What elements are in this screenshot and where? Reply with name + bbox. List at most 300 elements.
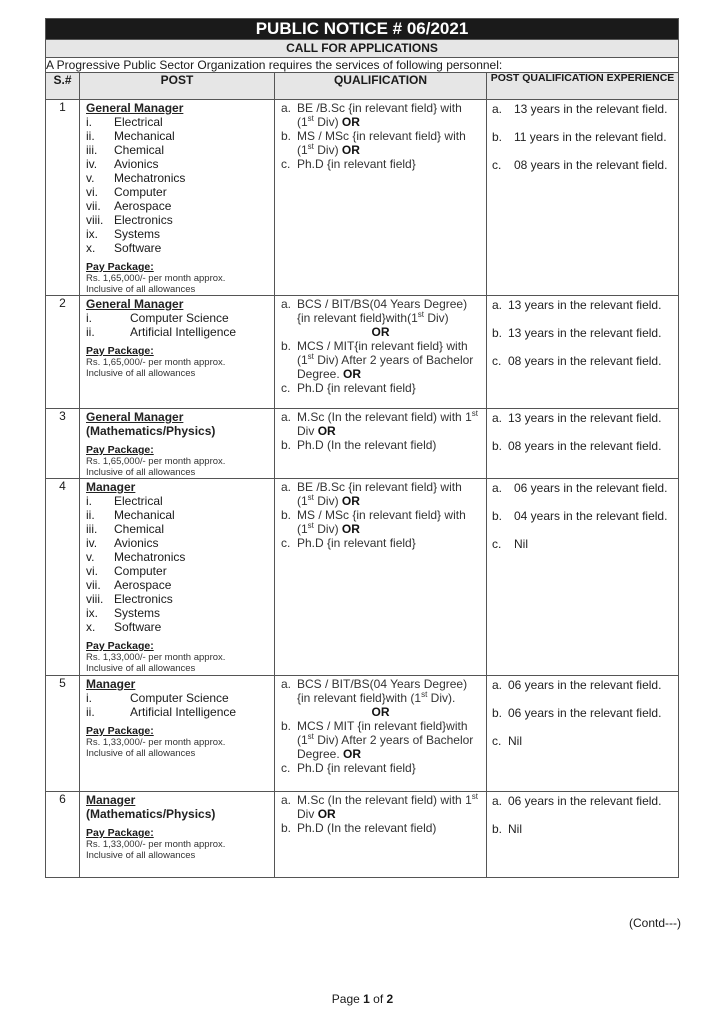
field-number: ii. (86, 705, 95, 719)
experience-item (492, 411, 672, 425)
experience-item (492, 822, 672, 836)
field-number: ii. (86, 325, 95, 339)
field-item (86, 522, 268, 536)
field-item (86, 311, 268, 325)
experience-content (487, 793, 678, 836)
continued-note: (Contd---) (628, 916, 681, 930)
experience-text: 06 years in the relevant field. (508, 706, 662, 720)
qualification-content (275, 296, 486, 395)
field-item (86, 185, 268, 199)
qualification-text: Ph.D (In the relevant field) (297, 821, 437, 835)
post-cell (80, 296, 275, 409)
experience-letter: a. (492, 481, 503, 495)
field-item (86, 691, 268, 705)
field-name: Electronics (114, 213, 173, 227)
qualification-body (297, 101, 480, 129)
post-title: Manager (86, 480, 136, 494)
field-item (86, 213, 268, 227)
post-title: General Manager (86, 410, 184, 424)
qualification-item (281, 793, 480, 821)
experience-text: 08 years in the relevant field. (508, 354, 662, 368)
post-title: Manager (86, 677, 136, 691)
or-separator: OR (343, 747, 362, 761)
field-name: Electrical (114, 115, 163, 129)
field-name: Systems (114, 227, 161, 241)
field-number: ii. (86, 508, 95, 522)
qualification-letter: c. (281, 761, 291, 775)
header-experience: POST QUALIFICATION EXPERIENCE (487, 73, 679, 100)
page-number (0, 992, 725, 1006)
qualification-content (275, 409, 486, 452)
pay-amount: Rs. 1,65,000/- per month approx. (86, 357, 226, 368)
field-number: vii. (86, 199, 101, 213)
pay-note: Inclusive of all allowances (86, 368, 196, 379)
qualification-item (281, 677, 480, 705)
qualification-text: M.Sc (In the relevant field) with 1st Div (297, 792, 478, 821)
qualification-content (275, 479, 486, 550)
qualification-body (297, 536, 416, 550)
field-list (86, 311, 268, 339)
notice-intro: A Progressive Public Sector Organization requires the services of following personnel: (46, 58, 679, 73)
experience-letter: c. (492, 734, 502, 748)
experience-text: 06 years in the relevant field. (508, 794, 662, 808)
qualification-body (297, 761, 416, 775)
qualification-cell (275, 792, 487, 878)
qualification-body (297, 821, 436, 835)
field-item (86, 536, 268, 550)
pay-label: Pay Package: (86, 345, 154, 357)
page-prefix: Page (331, 992, 360, 1006)
field-name: Computer Science (130, 311, 229, 325)
experience-text: 13 years in the relevant field. (514, 102, 668, 116)
field-item (86, 606, 268, 620)
experience-item (492, 158, 672, 172)
qualification-cell (275, 676, 487, 792)
experience-item (492, 537, 672, 551)
experience-text: 06 years in the relevant field. (514, 481, 668, 495)
field-item (86, 592, 268, 606)
qualification-text: BCS / BIT/BS(04 Years Degree) {in relevant field}with (1st Div). (297, 677, 468, 705)
field-number: v. (86, 171, 95, 185)
qualification-text: BE /B.Sc {in relevant field} with (1st Div) (297, 101, 462, 129)
notice-table (45, 18, 679, 878)
pay-amount: Rs. 1,33,000/- per month approx. (86, 839, 226, 850)
experience-item (492, 734, 672, 748)
qualification-cell (275, 409, 487, 479)
pay-package (86, 261, 268, 295)
post-cell (80, 792, 275, 878)
table-row (46, 296, 679, 409)
page-sep: of (373, 992, 384, 1006)
qualification-letter: b. (281, 339, 292, 353)
or-separator: OR (343, 367, 362, 381)
qualification-content (275, 676, 486, 775)
qualification-body (297, 438, 436, 452)
pay-amount: Rs. 1,33,000/- per month approx. (86, 652, 226, 663)
post-content (80, 296, 274, 379)
pay-amount: Rs. 1,33,000/- per month approx. (86, 737, 226, 748)
experience-content (487, 677, 678, 748)
qualification-item (281, 438, 480, 452)
qualification-item (281, 761, 480, 775)
field-number: vi. (86, 564, 98, 578)
field-number: i. (86, 691, 92, 705)
field-number: i. (86, 494, 92, 508)
qualification-letter: c. (281, 157, 291, 171)
experience-letter: a. (492, 102, 503, 116)
experience-item (492, 130, 672, 144)
field-name: Electronics (114, 592, 173, 606)
qualification-cell (275, 296, 487, 409)
field-item (86, 199, 268, 213)
field-number: i. (86, 115, 92, 129)
post-content (80, 100, 274, 295)
serial-number: 6 (59, 792, 66, 806)
experience-letter: c. (492, 354, 502, 368)
qualification-body (297, 339, 480, 381)
field-name: Systems (114, 606, 161, 620)
qualification-body (297, 381, 416, 395)
qualification-text: Ph.D (In the relevant field) (297, 438, 437, 452)
post-title: General Manager (86, 297, 184, 311)
header-post: POST (80, 73, 275, 100)
field-number: viii. (86, 213, 104, 227)
qualification-text: Ph.D {in relevant field} (297, 536, 416, 550)
field-name: Avionics (114, 536, 159, 550)
field-item (86, 325, 268, 339)
field-number: x. (86, 620, 96, 634)
experience-item (492, 509, 672, 523)
experience-item (492, 439, 672, 453)
pay-note: Inclusive of all allowances (86, 850, 196, 861)
serial-number-cell (46, 676, 80, 792)
header-sn: S.# (46, 73, 80, 100)
pay-package (86, 444, 268, 478)
qualification-letter: c. (281, 381, 291, 395)
field-name: Mechatronics (114, 550, 186, 564)
field-item (86, 241, 268, 255)
page-total: 2 (386, 992, 394, 1006)
field-name: Computer (114, 564, 167, 578)
field-number: x. (86, 241, 96, 255)
qualification-letter: b. (281, 129, 292, 143)
qualification-letter: a. (281, 410, 292, 424)
or-separator: OR (341, 143, 360, 157)
field-number: iv. (86, 157, 98, 171)
pay-amount: Rs. 1,65,000/- per month approx. (86, 273, 226, 284)
qualification-text: MS / MSc {in relevant field} with (1st Div) (297, 508, 466, 536)
experience-item (492, 481, 672, 495)
serial-number-cell (46, 409, 80, 479)
experience-item (492, 706, 672, 720)
qualification-text: MCS / MIT {in relevant field}with (1st Div) After 2 years of Bachelor Degree. (297, 719, 474, 761)
table-row (46, 100, 679, 296)
qualification-item (281, 129, 480, 157)
serial-number: 1 (59, 100, 66, 114)
experience-letter: b. (492, 822, 503, 836)
qualification-body (297, 157, 416, 171)
page-current: 1 (363, 992, 370, 1006)
title-row (46, 19, 679, 40)
qualification-letter: b. (281, 438, 292, 452)
post-cell (80, 100, 275, 296)
experience-item (492, 326, 672, 340)
pay-amount: Rs. 1,65,000/- per month approx. (86, 456, 226, 467)
field-number: iv. (86, 536, 98, 550)
pay-note: Inclusive of all allowances (86, 748, 196, 759)
experience-cell (487, 792, 679, 878)
pay-label: Pay Package: (86, 261, 154, 273)
field-item (86, 550, 268, 564)
field-name: Software (114, 241, 162, 255)
qualification-letter: c. (281, 536, 291, 550)
qualification-text: Ph.D {in relevant field} (297, 157, 416, 171)
qualification-content (275, 792, 486, 835)
field-name: Computer Science (130, 691, 229, 705)
qualification-letter: a. (281, 101, 292, 115)
qualification-body (297, 793, 480, 821)
qualification-content (275, 100, 486, 171)
field-item (86, 143, 268, 157)
qualification-body (297, 297, 480, 325)
field-item (86, 620, 268, 634)
serial-number-cell (46, 100, 80, 296)
qualification-letter: a. (281, 677, 292, 691)
field-name: Aerospace (114, 199, 172, 213)
field-number: ix. (86, 227, 98, 241)
or-separator: OR (371, 705, 390, 719)
qualification-letter: a. (281, 297, 292, 311)
qualification-item (281, 480, 480, 508)
experience-item (492, 794, 672, 808)
notice-title: PUBLIC NOTICE # 06/2021 (46, 19, 679, 40)
experience-content (487, 480, 678, 551)
experience-letter: a. (492, 411, 503, 425)
or-separator: OR (341, 494, 360, 508)
qualification-text: MCS / MIT{in relevant field} with (1st Div) After 2 years of Bachelor Degree. (297, 339, 474, 381)
serial-number: 3 (59, 409, 66, 423)
field-name: Computer (114, 185, 167, 199)
qualification-item (281, 536, 480, 550)
post-content (80, 409, 274, 478)
table-row (46, 676, 679, 792)
qualification-cell (275, 479, 487, 676)
intro-row (46, 58, 679, 73)
field-name: Mechanical (114, 129, 175, 143)
field-item (86, 115, 268, 129)
field-name: Software (114, 620, 162, 634)
experience-item (492, 298, 672, 312)
field-item (86, 494, 268, 508)
post-cell (80, 479, 275, 676)
pay-package (86, 640, 268, 674)
serial-number: 4 (59, 479, 66, 493)
experience-item (492, 102, 672, 116)
or-separator: OR (341, 115, 360, 129)
pay-label: Pay Package: (86, 640, 154, 652)
experience-letter: c. (492, 158, 502, 172)
post-cell (80, 409, 275, 479)
experience-text: 13 years in the relevant field. (508, 411, 662, 425)
field-name: Mechatronics (114, 171, 186, 185)
post-content (80, 676, 274, 759)
qualification-letter: a. (281, 793, 292, 807)
call-row (46, 40, 679, 58)
serial-number-cell (46, 792, 80, 878)
experience-cell (487, 676, 679, 792)
serial-number-cell (46, 479, 80, 676)
qualification-body (297, 508, 480, 536)
table-row (46, 792, 679, 878)
experience-cell (487, 479, 679, 676)
qualification-cell (275, 100, 487, 296)
qualification-body (297, 719, 480, 761)
qualification-item (281, 508, 480, 536)
qualification-text: Ph.D {in relevant field} (297, 761, 416, 775)
field-number: vii. (86, 578, 101, 592)
serial-number: 5 (59, 676, 66, 690)
post-cell (80, 676, 275, 792)
field-item (86, 705, 268, 719)
post-subtitle: (Mathematics/Physics) (86, 424, 216, 438)
experience-letter: b. (492, 706, 503, 720)
qualification-item (281, 339, 480, 381)
qualification-letter: b. (281, 719, 292, 733)
field-name: Aerospace (114, 578, 172, 592)
qualification-body (297, 410, 480, 438)
qualification-item (281, 297, 480, 325)
field-item (86, 508, 268, 522)
pay-package (86, 345, 268, 379)
header-row (46, 73, 679, 100)
experience-text: 04 years in the relevant field. (514, 509, 668, 523)
qualification-item (281, 157, 480, 171)
field-name: Chemical (114, 143, 165, 157)
field-name: Artificial Intelligence (130, 325, 237, 339)
table-row (46, 409, 679, 479)
field-name: Avionics (114, 157, 159, 171)
post-title: General Manager (86, 101, 184, 115)
experience-item (492, 354, 672, 368)
experience-letter: a. (492, 678, 503, 692)
field-item (86, 578, 268, 592)
field-number: ii. (86, 129, 95, 143)
serial-number: 2 (59, 296, 66, 310)
qualification-item (281, 381, 480, 395)
header-qualification: QUALIFICATION (275, 73, 487, 100)
qualification-letter: b. (281, 821, 292, 835)
qualification-body (297, 480, 480, 508)
field-item (86, 564, 268, 578)
experience-letter: b. (492, 130, 503, 144)
pay-package (86, 827, 268, 861)
experience-letter: c. (492, 537, 502, 551)
field-list (86, 691, 268, 719)
experience-cell (487, 100, 679, 296)
experience-letter: a. (492, 298, 503, 312)
field-item (86, 171, 268, 185)
pay-note: Inclusive of all allowances (86, 284, 196, 295)
experience-text: Nil (508, 734, 522, 748)
qualification-letter: b. (281, 508, 292, 522)
pay-label: Pay Package: (86, 444, 154, 456)
experience-cell (487, 296, 679, 409)
pay-package (86, 725, 268, 759)
field-number: vi. (86, 185, 98, 199)
qualification-item (281, 101, 480, 129)
qualification-body (297, 677, 480, 705)
experience-letter: b. (492, 326, 503, 340)
qualification-text: BCS / BIT/BS(04 Years Degree) {in relevant field}with(1st Div) (297, 297, 468, 325)
field-item (86, 227, 268, 241)
field-number: i. (86, 311, 92, 325)
experience-text: 08 years in the relevant field. (508, 439, 662, 453)
experience-text: Nil (514, 537, 528, 551)
experience-item (492, 678, 672, 692)
experience-text: 13 years in the relevant field. (508, 298, 662, 312)
experience-text: Nil (508, 822, 522, 836)
pay-note: Inclusive of all allowances (86, 663, 196, 674)
post-subtitle: (Mathematics/Physics) (86, 807, 216, 821)
experience-text: 11 years in the relevant field. (514, 130, 667, 144)
or-separator: OR (341, 522, 360, 536)
qualification-text: M.Sc (In the relevant field) with 1st Div (297, 409, 478, 438)
or-separator: OR (371, 325, 390, 339)
experience-text: 06 years in the relevant field. (508, 678, 662, 692)
experience-text: 13 years in the relevant field. (508, 326, 662, 340)
qualification-letter: a. (281, 480, 292, 494)
experience-letter: a. (492, 794, 503, 808)
field-number: v. (86, 550, 95, 564)
notice-subtitle: CALL FOR APPLICATIONS (46, 40, 679, 58)
post-content (80, 792, 274, 861)
field-item (86, 129, 268, 143)
or-separator: OR (317, 424, 336, 438)
post-content (80, 479, 274, 674)
pay-label: Pay Package: (86, 725, 154, 737)
qualification-text: Ph.D {in relevant field} (297, 381, 416, 395)
qualification-item (281, 410, 480, 438)
qualification-body (297, 129, 480, 157)
field-name: Artificial Intelligence (130, 705, 237, 719)
or-separator: OR (317, 807, 336, 821)
field-item (86, 157, 268, 171)
field-name: Chemical (114, 522, 165, 536)
field-number: iii. (86, 522, 98, 536)
serial-number-cell (46, 296, 80, 409)
experience-letter: b. (492, 509, 503, 523)
experience-text: 08 years in the relevant field. (514, 158, 668, 172)
field-list (86, 115, 268, 255)
experience-cell (487, 409, 679, 479)
qualification-text: MS / MSc {in relevant field} with (1st Div) (297, 129, 466, 157)
pay-label: Pay Package: (86, 827, 154, 839)
field-list (86, 494, 268, 634)
field-name: Electrical (114, 494, 163, 508)
experience-letter: b. (492, 439, 503, 453)
table-row (46, 479, 679, 676)
field-number: viii. (86, 592, 104, 606)
qualification-item (281, 821, 480, 835)
experience-content (487, 297, 678, 368)
field-name: Mechanical (114, 508, 175, 522)
experience-content (487, 410, 678, 453)
pay-note: Inclusive of all allowances (86, 467, 196, 478)
experience-content (487, 101, 678, 172)
qualification-text: BE /B.Sc {in relevant field} with (1st Div) (297, 480, 462, 508)
qualification-item (281, 719, 480, 761)
field-number: iii. (86, 143, 98, 157)
